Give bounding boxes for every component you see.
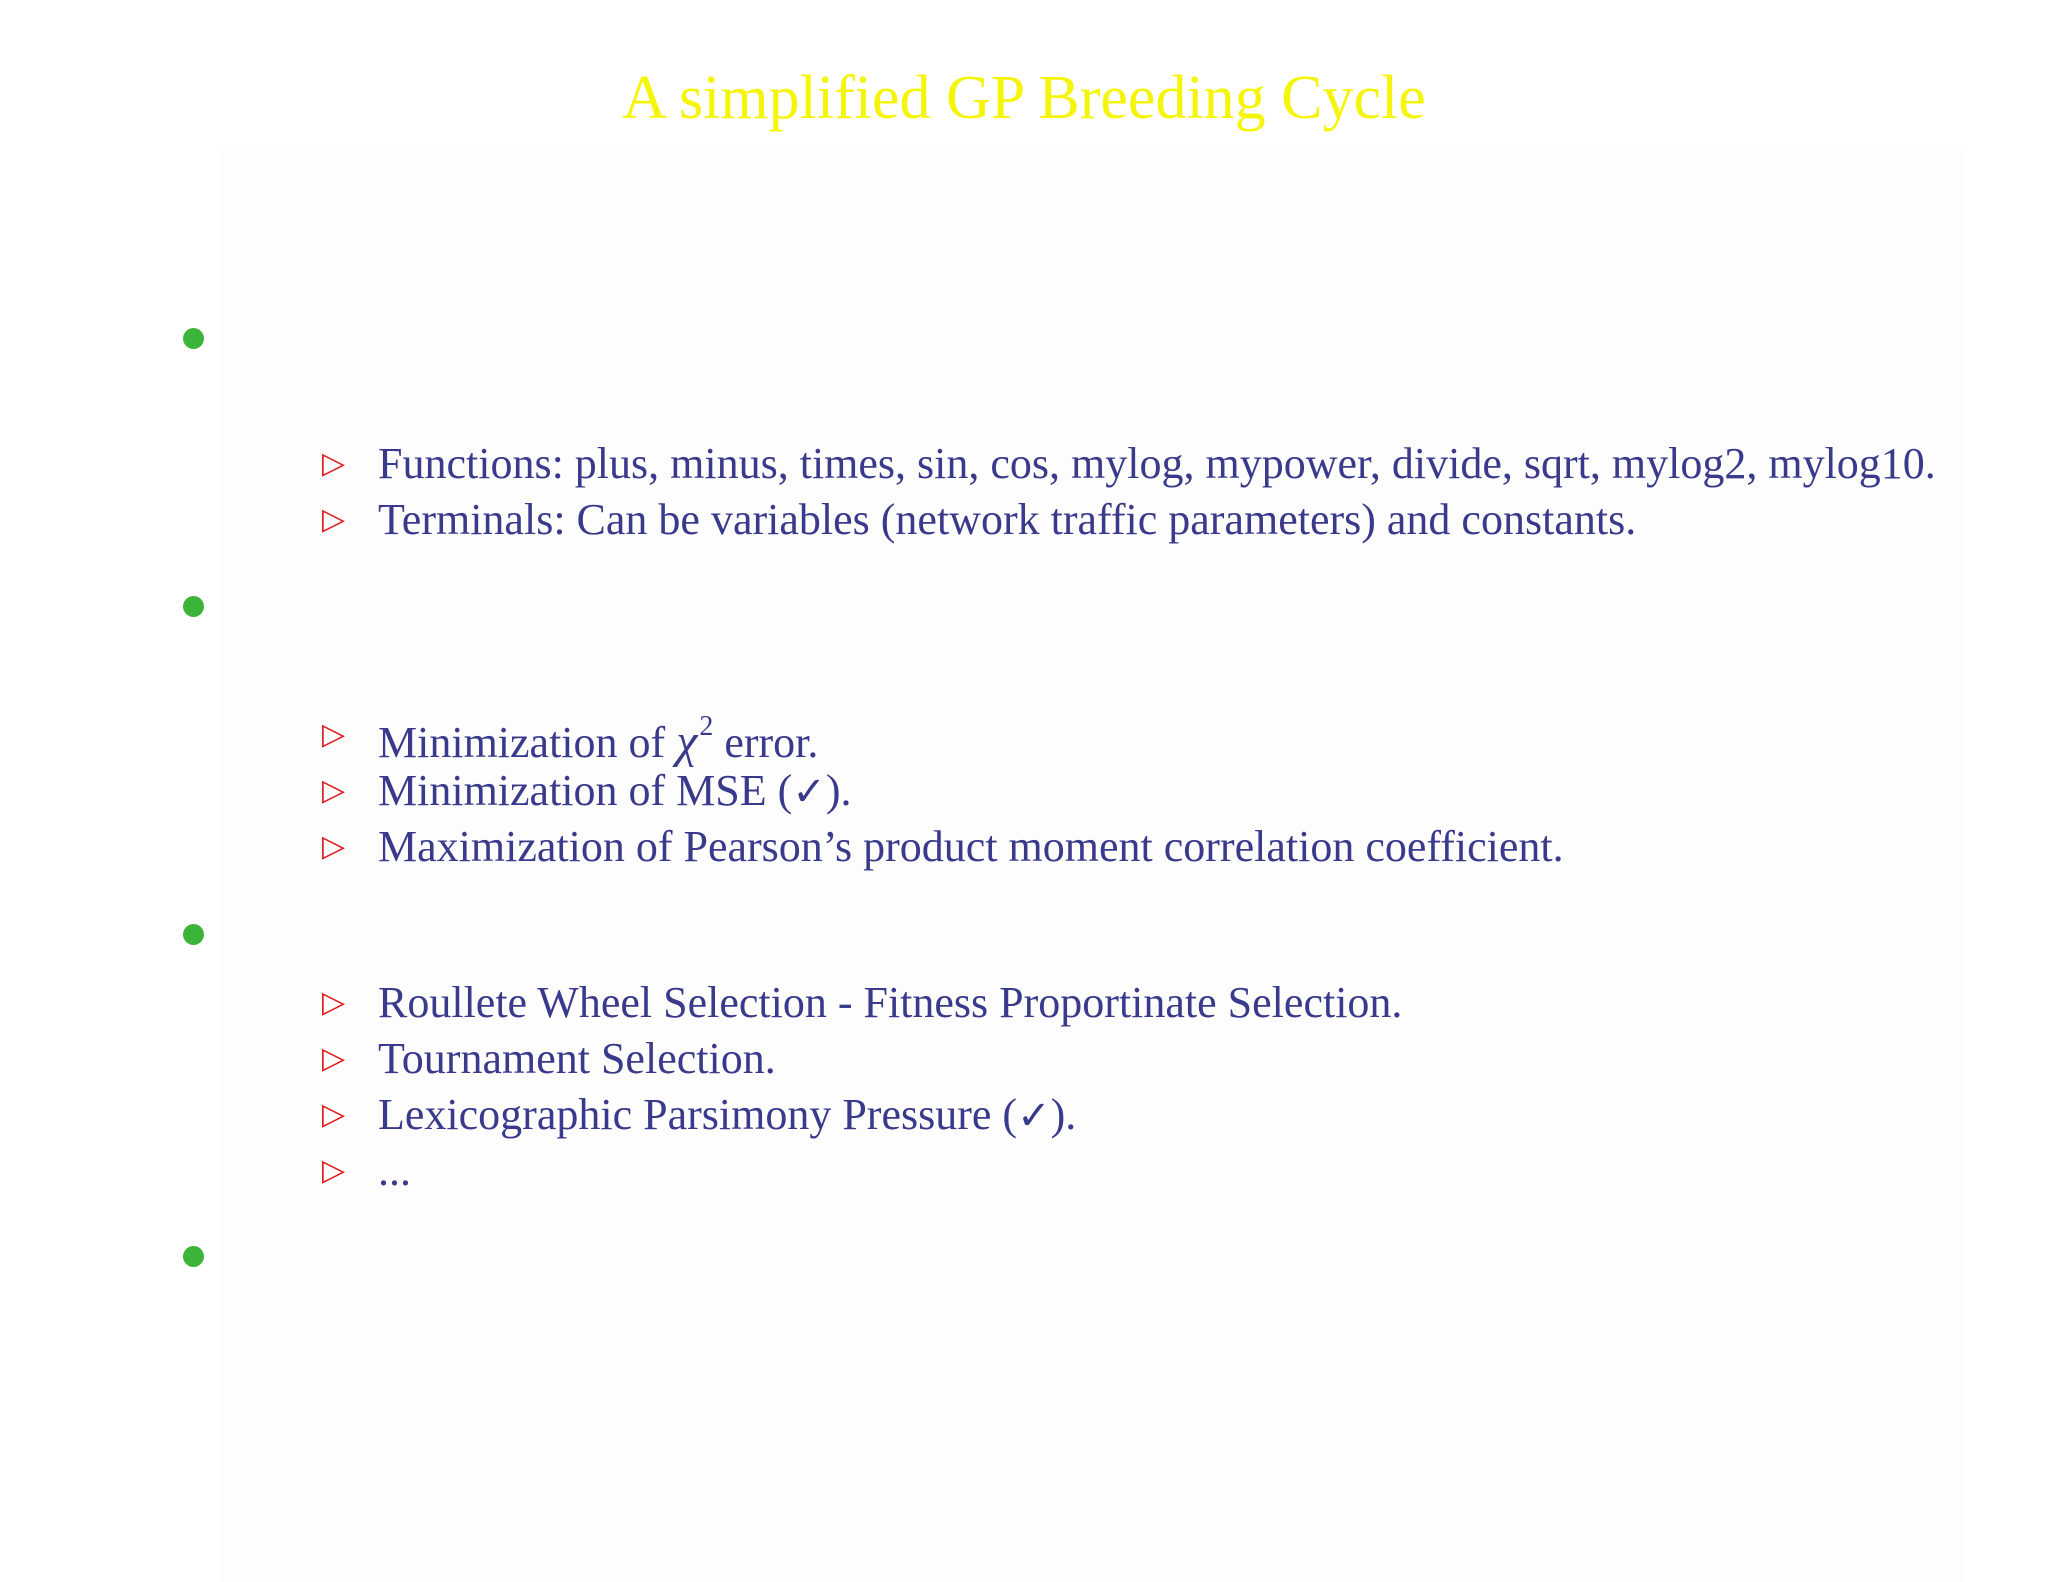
item-ellipsis: ... <box>378 1146 411 1195</box>
list-item <box>322 819 1564 875</box>
list-item <box>322 1087 1076 1143</box>
chi-symbol <box>676 711 714 768</box>
triangle-marker-icon: ▷ <box>322 773 346 808</box>
lex-prefix: Lexicographic Parsimony Pressure ( <box>378 1089 1018 1139</box>
bullet-dot-icon <box>183 328 204 349</box>
checkmark-icon: ✓ <box>1017 1092 1051 1139</box>
triangle-marker-icon: ▷ <box>322 446 346 481</box>
checkmark-icon: ✓ <box>792 768 826 815</box>
item-terminals: Terminals: Can be variables (network traffic parameters) and constants. <box>378 495 1637 544</box>
mse-suffix: ). <box>825 765 852 815</box>
chi-prefix: Minimization of <box>378 718 677 767</box>
list-item <box>322 436 1936 492</box>
list-item <box>322 707 819 768</box>
item-tournament: Tournament Selection. <box>378 1034 776 1083</box>
slide-title: A simplified GP Breeding Cycle <box>622 64 1426 132</box>
triangle-marker-icon: ▷ <box>322 1097 346 1132</box>
triangle-marker-icon: ▷ <box>322 985 346 1020</box>
list-item <box>322 763 851 819</box>
list-item <box>322 1031 776 1087</box>
list-item <box>322 1143 411 1199</box>
triangle-marker-icon: ▷ <box>322 717 346 752</box>
triangle-marker-icon: ▷ <box>322 1153 346 1188</box>
item-roulette: Roullete Wheel Selection - Fitness Proportinate Selection. <box>378 978 1403 1027</box>
bullet-dot-icon <box>183 924 204 945</box>
list-item <box>322 492 1636 548</box>
item-functions: Functions: plus, minus, times, sin, cos, mylog, mypower, divide, sqrt, mylog2, mylog10. <box>378 439 1936 488</box>
list-item <box>322 975 1402 1031</box>
chi-exponent: 2 <box>699 711 714 742</box>
item-chi-squared <box>378 699 818 771</box>
item-mse <box>378 763 851 820</box>
chi-suffix: error. <box>713 718 819 767</box>
item-lexicographic <box>378 1087 1076 1144</box>
bullet-dot-icon <box>183 1246 204 1267</box>
mse-prefix: Minimization of MSE ( <box>378 765 793 815</box>
chi-letter: χ <box>676 715 698 768</box>
triangle-marker-icon: ▷ <box>322 1041 346 1076</box>
bullet-dot-icon <box>183 596 204 617</box>
triangle-marker-icon: ▷ <box>322 829 346 864</box>
lex-suffix: ). <box>1050 1089 1077 1139</box>
triangle-marker-icon: ▷ <box>322 502 346 537</box>
item-pearson: Maximization of Pearson’s product moment correlation coefficient. <box>378 822 1564 871</box>
